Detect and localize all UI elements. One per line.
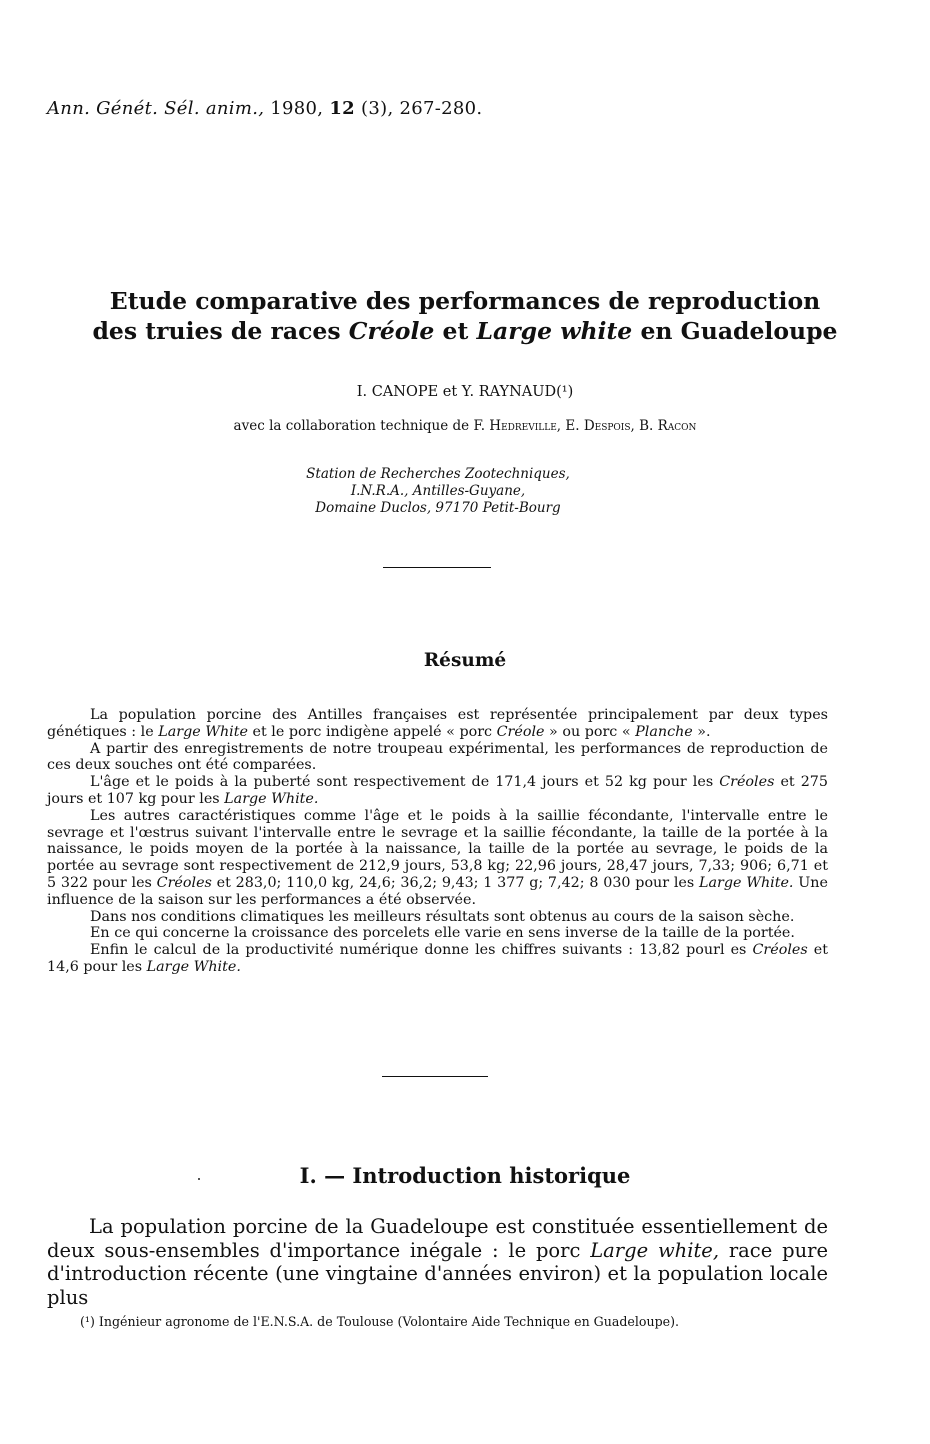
abstract-italic: Large White [158, 723, 248, 740]
affiliation [0, 466, 876, 517]
title-line-1: Etude comparative des performances de reproduction [109, 287, 821, 315]
abstract-italic: Large White. [224, 790, 319, 807]
title-breed-creole: Créole [348, 317, 435, 345]
abstract-paragraph [47, 942, 828, 976]
abstract-italic: Créoles [719, 774, 775, 791]
affiliation-line-2: I.N.R.A., Antilles-Guyane, [350, 483, 526, 499]
abstract [47, 707, 828, 976]
body-paragraph [47, 1215, 828, 1309]
abstract-paragraph [47, 774, 828, 808]
affiliation-line-1: Station de Recherches Zootechniques, [306, 466, 570, 482]
abstract-paragraph: En ce qui concerne la croissance des porcelets elle varie en sens inverse de la taille de la portée. [90, 925, 795, 942]
abstract-heading: Résumé [423, 650, 507, 671]
abstract-italic: Planche [635, 723, 693, 740]
abstract-text: L'âge et le poids à la puberté sont respectivement de 171,4 jours et 52 kg pour les [90, 774, 720, 791]
abstract-paragraph [47, 808, 828, 909]
affiliation-line-3: Domaine Duclos, 97170 Petit-Bourg [315, 500, 561, 516]
footnote: (¹) Ingénieur agronome de l'E.N.S.A. de Toulouse (Volontaire Aide Technique en Guadeloupe). [80, 1314, 680, 1329]
abstract-paragraph: Dans nos conditions climatiques les meilleurs résultats sont obtenus au cours de la saison sèche. [90, 908, 795, 925]
title-text: des truies de races [92, 317, 349, 345]
divider [382, 1076, 488, 1077]
abstract-italic: Créoles [752, 942, 808, 959]
authors: I. CANOPE et Y. RAYNAUD(¹) [356, 384, 574, 400]
separator: , E. [556, 418, 584, 434]
title-text: et [434, 317, 477, 345]
citation [47, 98, 482, 119]
citation-volume: 12 [329, 98, 356, 119]
collaborator-name: Hedreville [489, 418, 557, 434]
collaboration [0, 418, 930, 434]
abstract-text: Une influence de la saison sur les performances a été observée. [47, 874, 828, 908]
title-text: en Guadeloupe [632, 317, 838, 345]
collaborator-name: Racon [657, 418, 697, 434]
body-text: race pure d'introduction récente (une vingtaine d'années environ) et la population locale plus [47, 1238, 828, 1309]
collaborator-name: Despois [583, 418, 631, 434]
abstract-paragraph: A partir des enregistrements de notre troupeau expérimental, les performances de reproduction de ces deux souches ont été comparées. [47, 740, 828, 774]
abstract-text: et 14,6 pour les [47, 942, 828, 975]
abstract-text: et 275 jours et 107 kg pour les [47, 774, 828, 807]
title-breed-large-white: Large white [476, 317, 633, 345]
abstract-text: et le porc indigène appelé « porc [247, 723, 497, 740]
section-body [47, 1215, 828, 1309]
separator: , B. [630, 418, 658, 434]
abstract-paragraph [47, 707, 828, 741]
section-heading: I. — Introduction historique [299, 1163, 631, 1188]
title-line-2 [40, 316, 890, 346]
abstract-text: ». [692, 723, 711, 740]
citation-year: 1980, [270, 98, 324, 119]
body-text: La population porcine de la Guadeloupe est constituée essentiellement de deux sous-ensembles d'importance inégale : le porc [47, 1215, 828, 1262]
abstract-italic: Large White. [146, 958, 241, 975]
abstract-italic: Créole [496, 723, 545, 740]
abstract-text: Enfin le calcul de la productivité numérique donne les chiffres suivants : 13,82 pourl es [90, 942, 753, 959]
paper-title [40, 286, 890, 346]
abstract-text: La population porcine des Antilles françaises est représentée principalement par deux types génétiques : le [47, 707, 828, 740]
citation-journal: Ann. Génét. Sél. anim., [47, 98, 265, 119]
collaboration-prefix: avec la collaboration technique de F. [233, 418, 490, 434]
abstract-text: » ou porc « [544, 723, 636, 740]
body-italic: Large white, [590, 1238, 720, 1262]
abstract-text: Les autres caractéristiques comme l'âge et le poids à la saillie fécondante, l'intervalle entre le sevrage et l'œstrus suivant l'intervalle entre le sevrage et la saillie fécondante, la taille de la portée à la naissance, le poids moyen de la portée à la naissance, la taille de la portée au sevrage, le poids de la portée au sevrage sont respectivement de 212,9 jours, 53,8 kg; 22,96 jours, 28,47 jours, 7,33; 906; 6,71 et 5 322 pour les [47, 807, 828, 891]
abstract-italic: Large White. [699, 874, 794, 891]
abstract-text: et 283,0; 110,0 kg, 24,6; 36,2; 9,43; 1 377 g; 7,42; 8 030 pour les [211, 874, 700, 891]
citation-issue-pages: (3), 267-280. [361, 98, 483, 119]
divider [383, 567, 491, 568]
abstract-italic: Créoles [156, 874, 212, 891]
